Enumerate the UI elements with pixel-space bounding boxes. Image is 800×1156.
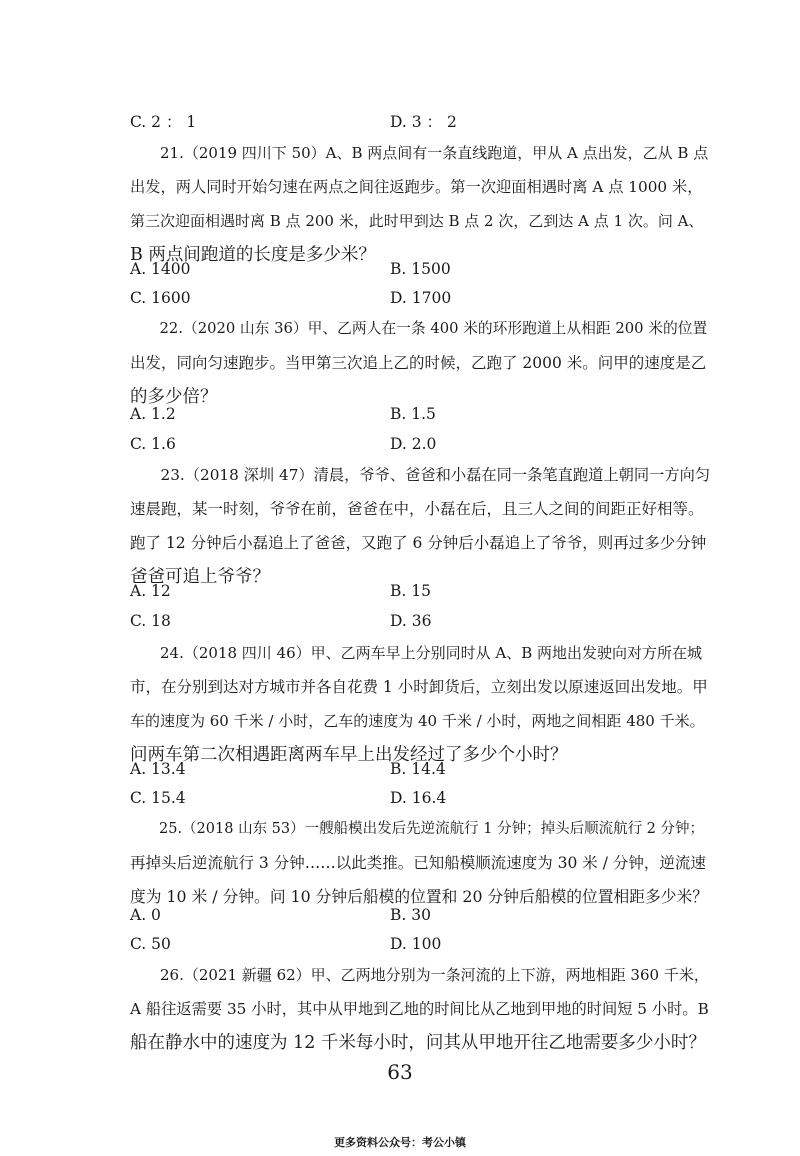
option-a: A. 1400 bbox=[130, 260, 191, 278]
option-row bbox=[0, 929, 800, 959]
question-line: 再掉头后逆流航行 3 分钟……以此类推。已知船模顺流速度为 30 米 / 分钟，逆流速 bbox=[130, 854, 706, 872]
option-row bbox=[0, 429, 800, 459]
question-line: B 两点间跑道的长度是多少米？ bbox=[130, 245, 376, 265]
option-row bbox=[0, 900, 800, 930]
question-24 bbox=[130, 636, 710, 772]
option-row bbox=[0, 754, 800, 784]
option-row bbox=[0, 399, 800, 429]
question-23 bbox=[130, 458, 710, 594]
question-21 bbox=[130, 136, 710, 272]
option-c: C. 1.6 bbox=[130, 435, 176, 453]
question-line: 23.（2018 深圳 47）清晨，爷爷、爸爸和小磊在同一条笔直跑道上朝同一方向匀 bbox=[160, 466, 711, 484]
option-c: C. 1600 bbox=[130, 289, 191, 307]
option-b: B. 14.4 bbox=[390, 760, 446, 778]
option-a: A. 0 bbox=[130, 906, 161, 924]
question-line: 出发，同向匀速跑步。当甲第三次追上乙的时候，乙跑了 2000 米。问甲的速度是乙 bbox=[130, 354, 707, 372]
question-line: 的多少倍？ bbox=[130, 387, 218, 407]
option-row bbox=[0, 283, 800, 313]
option-d: D. 16.4 bbox=[390, 789, 447, 807]
option-d: D. 2.0 bbox=[390, 435, 437, 453]
option-b: B. 15 bbox=[390, 582, 431, 600]
option-c: C. 2 ： 1 bbox=[130, 113, 197, 131]
option-c: C. 18 bbox=[130, 612, 171, 630]
question-line: 速晨跑，某一时刻，爷爷在前，爸爸在中，小磊在后，且三人之间的间距正好相等。 bbox=[130, 500, 704, 518]
question-line: 度为 10 米 / 分钟。问 10 分钟后船模的位置和 20 分钟后船模的位置相距多少米？ bbox=[130, 887, 708, 906]
question-line: 第三次迎面相遇时离 B 点 200 米，此时甲到达 B 点 2 次，乙到达 A 点 1 次。问 A、 bbox=[130, 212, 704, 230]
option-b: B. 1.5 bbox=[390, 405, 436, 423]
option-c: C. 15.4 bbox=[130, 789, 186, 807]
option-a: A. 1.2 bbox=[130, 405, 176, 423]
question-line: 21.（2019 四川下 50）A、B 两点间有一条直线跑道，甲从 A 点出发，乙从 B 点 bbox=[160, 144, 709, 162]
question-line: 车的速度为 60 千米 / 小时，乙车的速度为 40 千米 / 小时，两地之间相距 480 千米。 bbox=[130, 712, 705, 730]
question-25 bbox=[130, 812, 710, 914]
question-line: A 船往返需要 35 小时，其中从甲地到乙地的时间比从乙地到甲地的时间短 5 小时。B bbox=[130, 1000, 709, 1018]
question-line: 爸爸可追上爷爷？ bbox=[130, 567, 270, 587]
question-line: 26.（2021 新疆 62）甲、乙两地分别为一条河流的上下游，两地相距 360 千米， bbox=[160, 966, 709, 984]
option-d: D. 3 ： 2 bbox=[390, 113, 457, 131]
option-row bbox=[0, 606, 800, 636]
option-c: C. 50 bbox=[130, 935, 171, 953]
page-number: 63 bbox=[387, 1060, 413, 1084]
option-d: D. 36 bbox=[390, 612, 432, 630]
option-b: B. 1500 bbox=[390, 260, 451, 278]
question-26 bbox=[130, 958, 710, 1060]
option-row bbox=[0, 254, 800, 284]
question-line: 跑了 12 分钟后小磊追上了爸爸，又跑了 6 分钟后小磊追上了爷爷，则再过多少分钟 bbox=[130, 534, 707, 552]
question-line: 22.（2020 山东 36）甲、乙两人在一条 400 米的环形跑道上从相距 200 米的位置 bbox=[159, 320, 708, 337]
option-d: D. 1700 bbox=[390, 289, 452, 307]
question-line: 24.（2018 四川 46）甲、乙两车早上分别同时从 A、B 两地出发驶向对方所在城 bbox=[160, 644, 703, 662]
footer-note: 更多资料公众号：考公小镇 bbox=[334, 1136, 466, 1149]
option-a: A. 12 bbox=[130, 582, 171, 600]
option-a: A. 13.4 bbox=[130, 760, 186, 778]
option-b: B. 30 bbox=[390, 906, 431, 924]
question-line: 问两车第二次相遇距离两车早上出发经过了多少个小时？ bbox=[130, 745, 568, 765]
option-row bbox=[0, 107, 800, 137]
question-line: 出发，两人同时开始匀速在两点之间往返跑步。第一次迎面相遇时离 A 点 1000 米， bbox=[130, 178, 703, 196]
option-d: D. 100 bbox=[390, 935, 442, 953]
question-line: 市，在分别到达对方城市并各自花费 1 小时卸货后，立刻出发以原速返回出发地。甲 bbox=[130, 678, 708, 696]
option-row bbox=[0, 576, 800, 606]
option-row bbox=[0, 783, 800, 813]
question-line: 船在静水中的速度为 12 千米每小时，问其从甲地开往乙地需要多少小时？ bbox=[130, 1033, 706, 1053]
question-line: 25.（2018 山东 53）一艘船模出发后先逆流航行 1 分钟；掉头后顺流航行 2 分钟； bbox=[159, 821, 705, 837]
